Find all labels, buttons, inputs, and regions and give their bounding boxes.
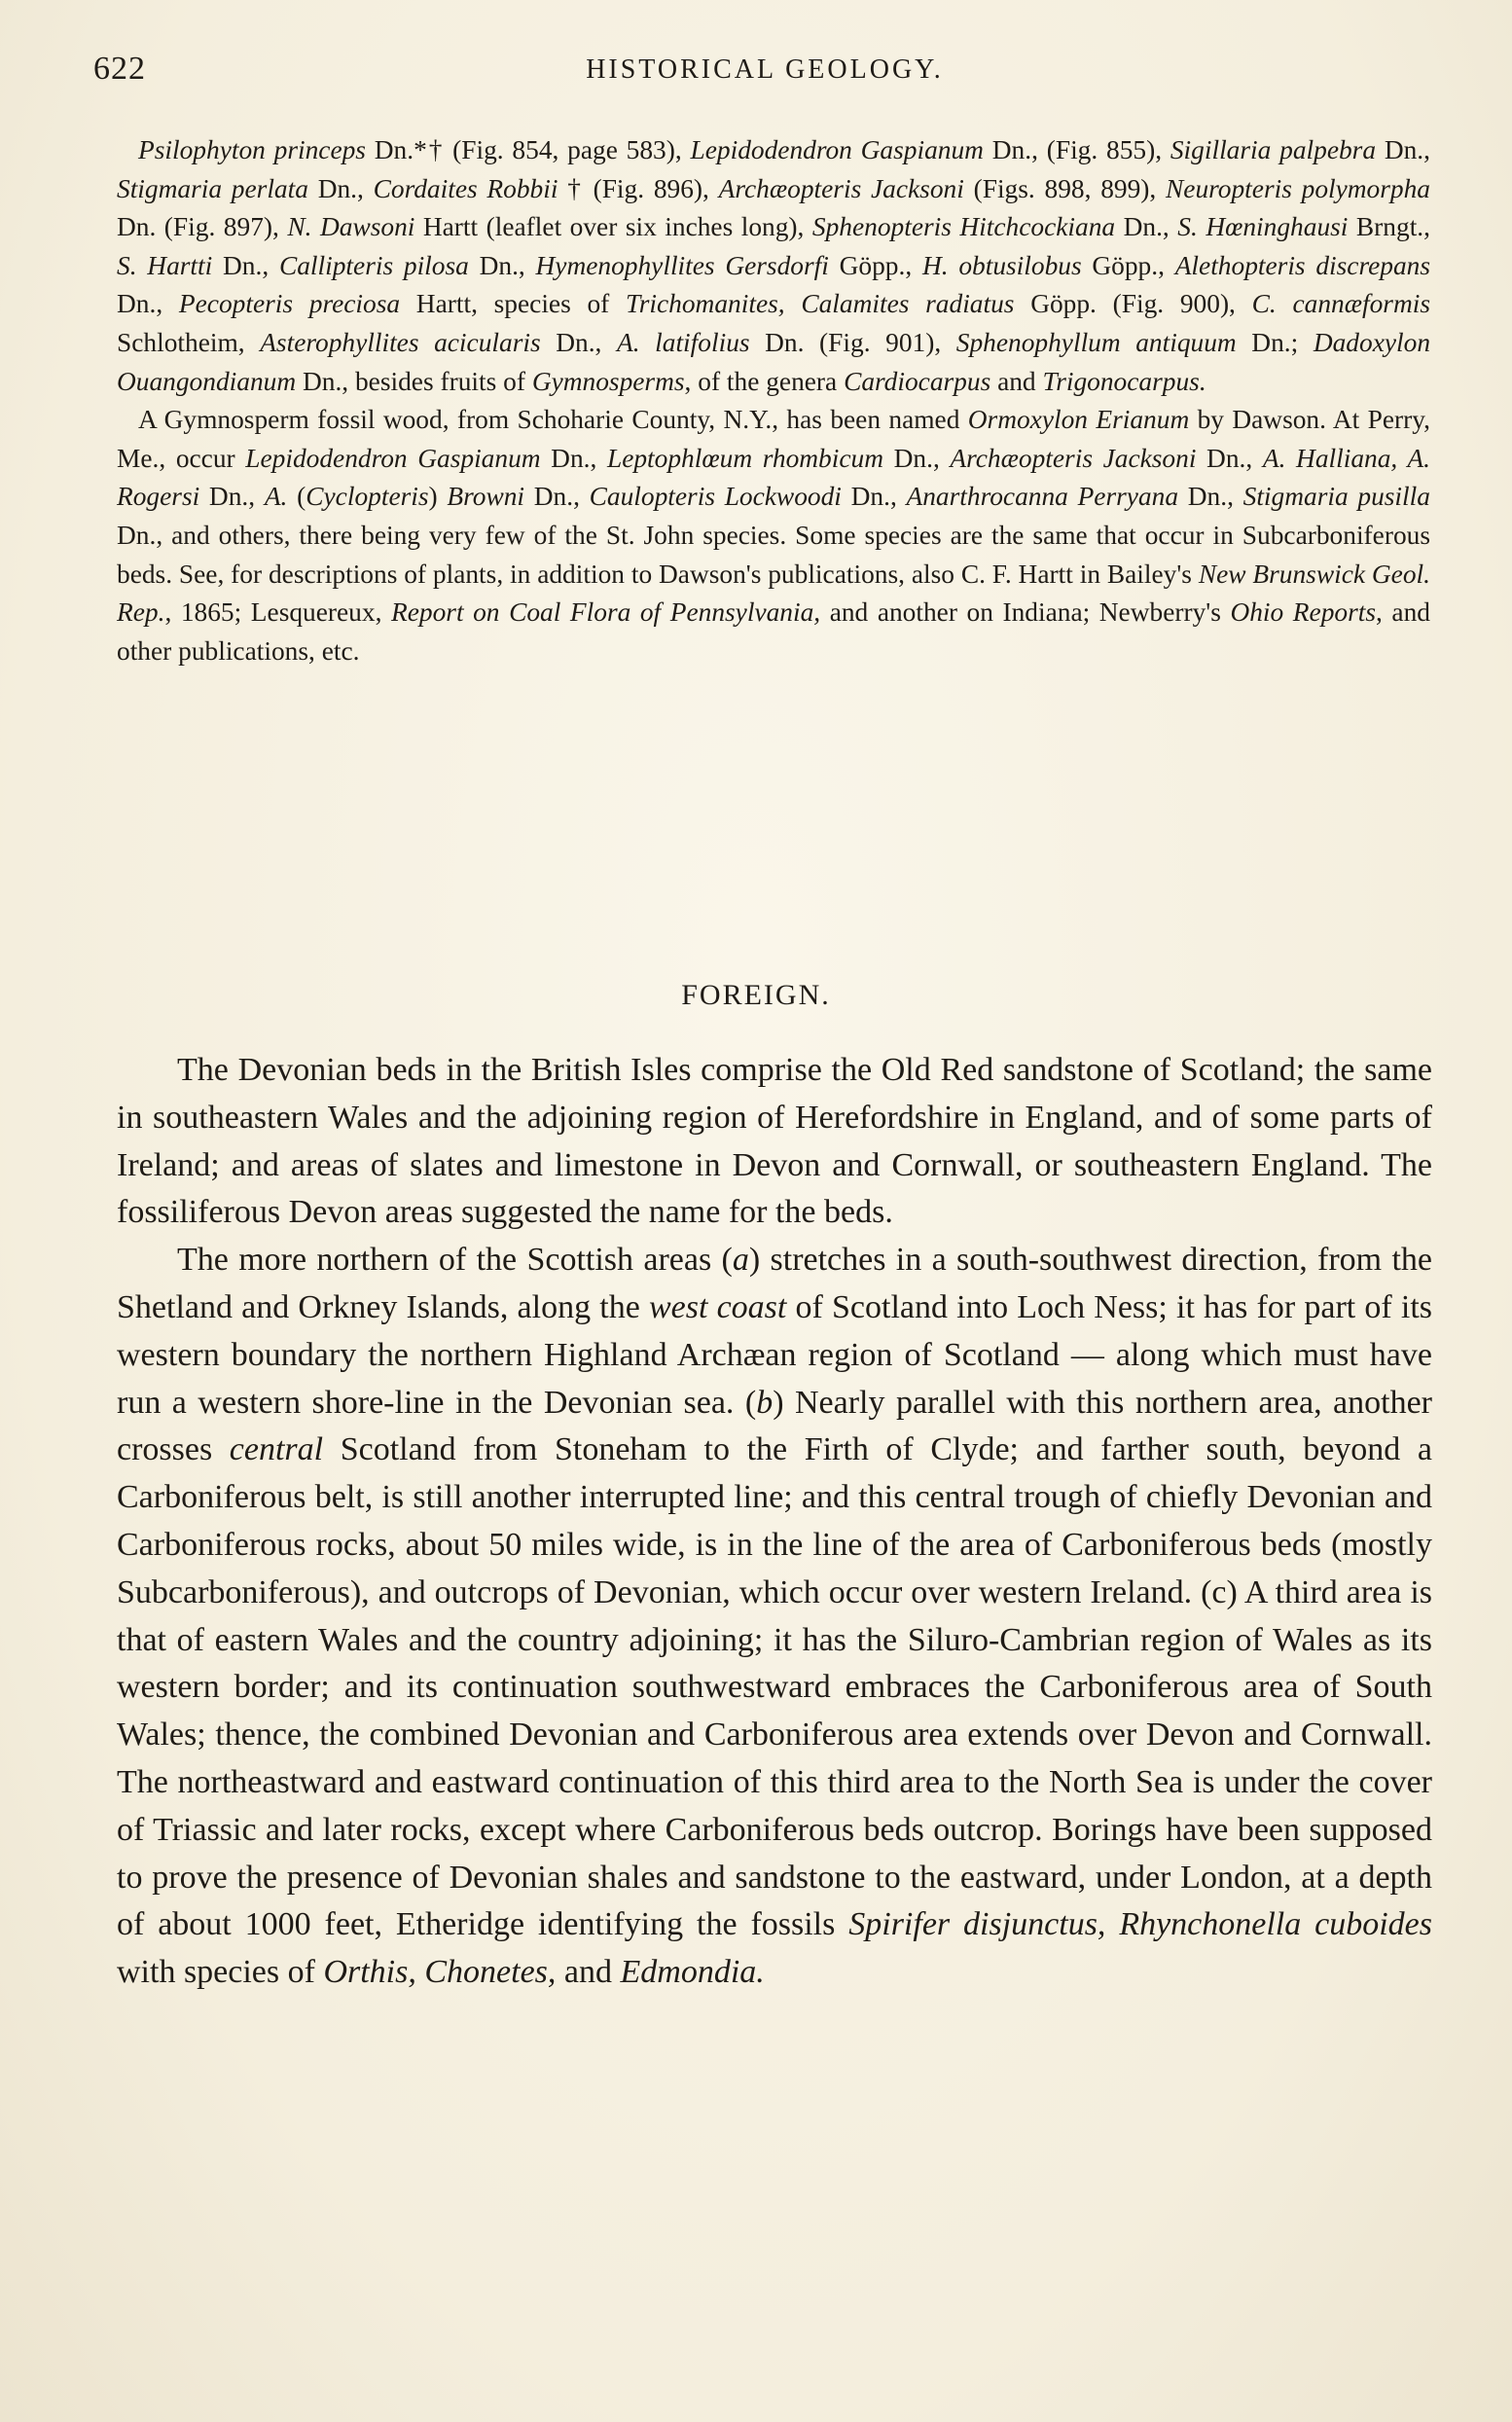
british-isles-paragraph <box>117 1047 1432 1237</box>
text-run: Göpp. (Fig. 900), <box>1014 289 1252 319</box>
italic-text-run: Browni <box>447 482 525 512</box>
text-run: Dn., <box>1196 443 1263 473</box>
italic-text-run: Callipteris pilosa <box>278 250 469 280</box>
text-run: The Devonian beds in the British Isles comprise the Old Red sandstone of Scotland; the same in southeastern Wales and the adjoining region of Herefordshire in England, and of some parts of Ireland; and areas of slates and limestone in Devon and Cornwall, or southeastern England. The fossiliferous Devon areas suggested the name for the beds. <box>117 1052 1432 1231</box>
italic-text-run: C. cannæformis <box>1251 289 1431 319</box>
italic-text-run: Sigillaria palpebra <box>1170 135 1377 164</box>
italic-text-run: Edmondia. <box>620 1954 765 1991</box>
text-run: by Dawson. At Perry, Me., occur <box>117 405 1430 473</box>
text-run: , of the genera <box>684 366 845 396</box>
italic-text-run: central <box>229 1431 324 1468</box>
italic-text-run: A. <box>264 482 288 512</box>
text-run: and <box>556 1954 621 1991</box>
italic-text-run: Ormoxylon Erianum <box>967 405 1190 435</box>
text-run: Hartt, species of <box>400 289 627 319</box>
text-run: Dn., <box>1376 135 1430 164</box>
text-run: Brngt., <box>1348 212 1430 242</box>
text-run: Dn., <box>212 250 279 280</box>
text-run: ) <box>428 482 448 512</box>
italic-text-run: Orthis, Chonetes, <box>323 1954 557 1991</box>
italic-text-run: west coast <box>648 1288 787 1325</box>
italic-text-run: A. Halliana, A. Rogersi <box>117 443 1430 512</box>
text-run: Dn., <box>199 482 265 512</box>
italic-text-run: Leptophlœum rhombicum <box>606 443 883 473</box>
italic-text-run: Neuropteris polymorpha <box>1166 173 1431 203</box>
text-run: of Scotland into Loch Ness; it has for part of its western boundary the northern Highland Archæan region of Scotland — along which must have run a western shore-line in the Devonian sea. ( <box>117 1288 1433 1421</box>
text-run: Göpp., <box>1081 250 1175 280</box>
text-run: , and other publications, etc. <box>117 597 1430 666</box>
italic-text-run: a <box>732 1242 749 1279</box>
italic-text-run: Caulopteris Lockwoodi <box>589 482 842 512</box>
italic-text-run: S. Hœninghausi <box>1177 212 1349 242</box>
text-run: Dn. (Fig. 897), <box>117 212 288 242</box>
italic-text-run: Anarthrocanna Perryana <box>906 482 1179 512</box>
text-run: Schlotheim, <box>117 327 261 357</box>
text-run: Dn. (Fig. 901), <box>749 327 956 357</box>
italic-text-run: N. Dawsoni <box>287 212 415 242</box>
text-run: Dn., <box>117 289 179 319</box>
text-run: Dn., <box>540 443 607 473</box>
text-run: and another on Indiana; Newberry's <box>820 597 1231 628</box>
italic-text-run: Cyclopteris <box>306 482 429 512</box>
text-run: Dn., <box>1178 482 1243 512</box>
foreign-section-body <box>117 1047 1432 1997</box>
text-run: (Figs. 898, 899), <box>963 173 1167 203</box>
italic-text-run: Archæopteris Jacksoni <box>718 173 964 203</box>
italic-text-run: Stigmaria perlata <box>117 173 308 203</box>
text-run: ) Nearly parallel with this northern area, another crosses <box>117 1384 1432 1468</box>
italic-text-run: A. latifolius <box>616 327 750 357</box>
text-run: Dn., <box>883 443 951 473</box>
text-run: † (Fig. 896), <box>558 173 719 203</box>
text-run: ( <box>287 482 306 512</box>
text-run: Dn., <box>524 482 590 512</box>
italic-text-run: Trichomanites, Calamites radiatus <box>626 289 1015 319</box>
text-run: Dn., (Fig. 855), <box>983 135 1170 164</box>
italic-text-run: Ohio Reports <box>1230 597 1377 628</box>
italic-text-run: Cordaites Robbii <box>373 173 558 203</box>
text-run: and <box>990 366 1043 396</box>
text-run: The more northern of the Scottish areas ( <box>177 1242 733 1279</box>
page-header <box>93 51 1436 99</box>
text-run: Göpp., <box>828 250 922 280</box>
fossil-list-paragraph <box>117 131 1430 401</box>
text-run: Dn., <box>540 327 617 357</box>
italic-text-run: Sphenopteris Hitchcockiana <box>811 212 1116 242</box>
italic-text-run: Gymnosperms <box>531 366 685 396</box>
text-run: Scotland from Stoneham to the Firth of Clyde; and farther south, beyond a Carboniferous belt, is still another interrupted line; and this central trough of chiefly Devonian and Carboniferous rocks, about 50 miles wide, is in the line of the area of Carboniferous beds (mostly Subcarboniferous), and outcrops of Devonian, which occur over western Ireland. (c) A third area is that of eastern Wales and the country adjoining; it has the Siluro-Cambrian region of Wales as its western border; and its continuation southwestward embraces the Carboniferous area of South Wales; thence, the combined Devonian and Carboniferous area extends over Devon and Cornwall. The northeastward and eastward continuation of this third area to the North Sea is under the cover of Triassic and later rocks, except where Carboniferous beds outcrop. Borings have been supposed to prove the presence of Devonian shales and sandstone to the eastward, under London, at a depth of about 1000 feet, Etheridge identifying the fossils <box>117 1431 1432 1943</box>
italic-text-run: Dadoxylon Ouangondianum <box>117 327 1431 396</box>
italic-text-run: Spirifer disjunctus, Rhynchonella cuboides <box>848 1906 1432 1943</box>
text-run: with species of <box>117 1954 324 1991</box>
text-run: Dn., <box>468 250 536 280</box>
fossil-list-section <box>117 131 1430 670</box>
text-run: Dn., <box>1115 212 1178 242</box>
italic-text-run: Psilophyton princeps <box>138 135 366 164</box>
italic-text-run: Pecopteris preciosa <box>178 289 401 319</box>
italic-text-run: Lepidodendron Gaspianum <box>690 135 984 164</box>
scottish-areas-paragraph <box>117 1237 1432 1997</box>
text-run: Dn., <box>307 173 374 203</box>
italic-text-run: Alethopteris discrepans <box>1174 250 1431 280</box>
text-run: Dn.; <box>1236 327 1314 357</box>
italic-text-run: b <box>756 1384 774 1421</box>
italic-text-run: Cardiocarpus <box>844 366 991 396</box>
text-run: Dn., <box>841 482 907 512</box>
text-run: A Gymnosperm fossil wood, from Schoharie County, N.Y., has been named <box>138 405 968 435</box>
page-number: 622 <box>93 51 146 87</box>
text-run: , 1865; Lesquereux, <box>164 597 391 628</box>
italic-text-run: H. obtusilobus <box>921 250 1082 280</box>
italic-text-run: Trigonocarpus. <box>1042 366 1206 396</box>
italic-text-run: Lepidodendron Gaspianum <box>245 443 541 473</box>
section-heading: FOREIGN. <box>681 979 831 1011</box>
italic-text-run: Report on Coal Flora of Pennsylvania, <box>391 597 821 628</box>
text-run: Hartt (leaflet over six inches long), <box>414 212 812 242</box>
italic-text-run: Asterophyllites acicularis <box>260 327 541 357</box>
italic-text-run: New Brunswick Geol. Rep. <box>117 559 1430 628</box>
text-run: ) stretches in a south-southwest direction, from the Shetland and Orkney Islands, along the <box>117 1242 1433 1325</box>
text-run: Dn.*† (Fig. 854, page 583), <box>365 135 691 164</box>
italic-text-run: Sphenophyllum antiquum <box>955 327 1237 357</box>
text-run: Dn., besides fruits of <box>296 366 532 396</box>
perry-fossils-paragraph <box>117 401 1430 670</box>
italic-text-run: Stigmaria pusilla <box>1242 482 1430 512</box>
running-head: HISTORICAL GEOLOGY. <box>586 54 944 85</box>
italic-text-run: S. Hartti <box>117 250 213 280</box>
text-run: Dn., and others, there being very few of the St. John species. Some species are the same that occur in Subcarboniferous beds. See, for descriptions of plants, in addition to Dawson's publications, also C. F. Hartt in Bailey's <box>117 520 1430 589</box>
italic-text-run: Archæopteris Jacksoni <box>950 443 1197 473</box>
italic-text-run: Hymenophyllites Gersdorfi <box>535 250 829 280</box>
